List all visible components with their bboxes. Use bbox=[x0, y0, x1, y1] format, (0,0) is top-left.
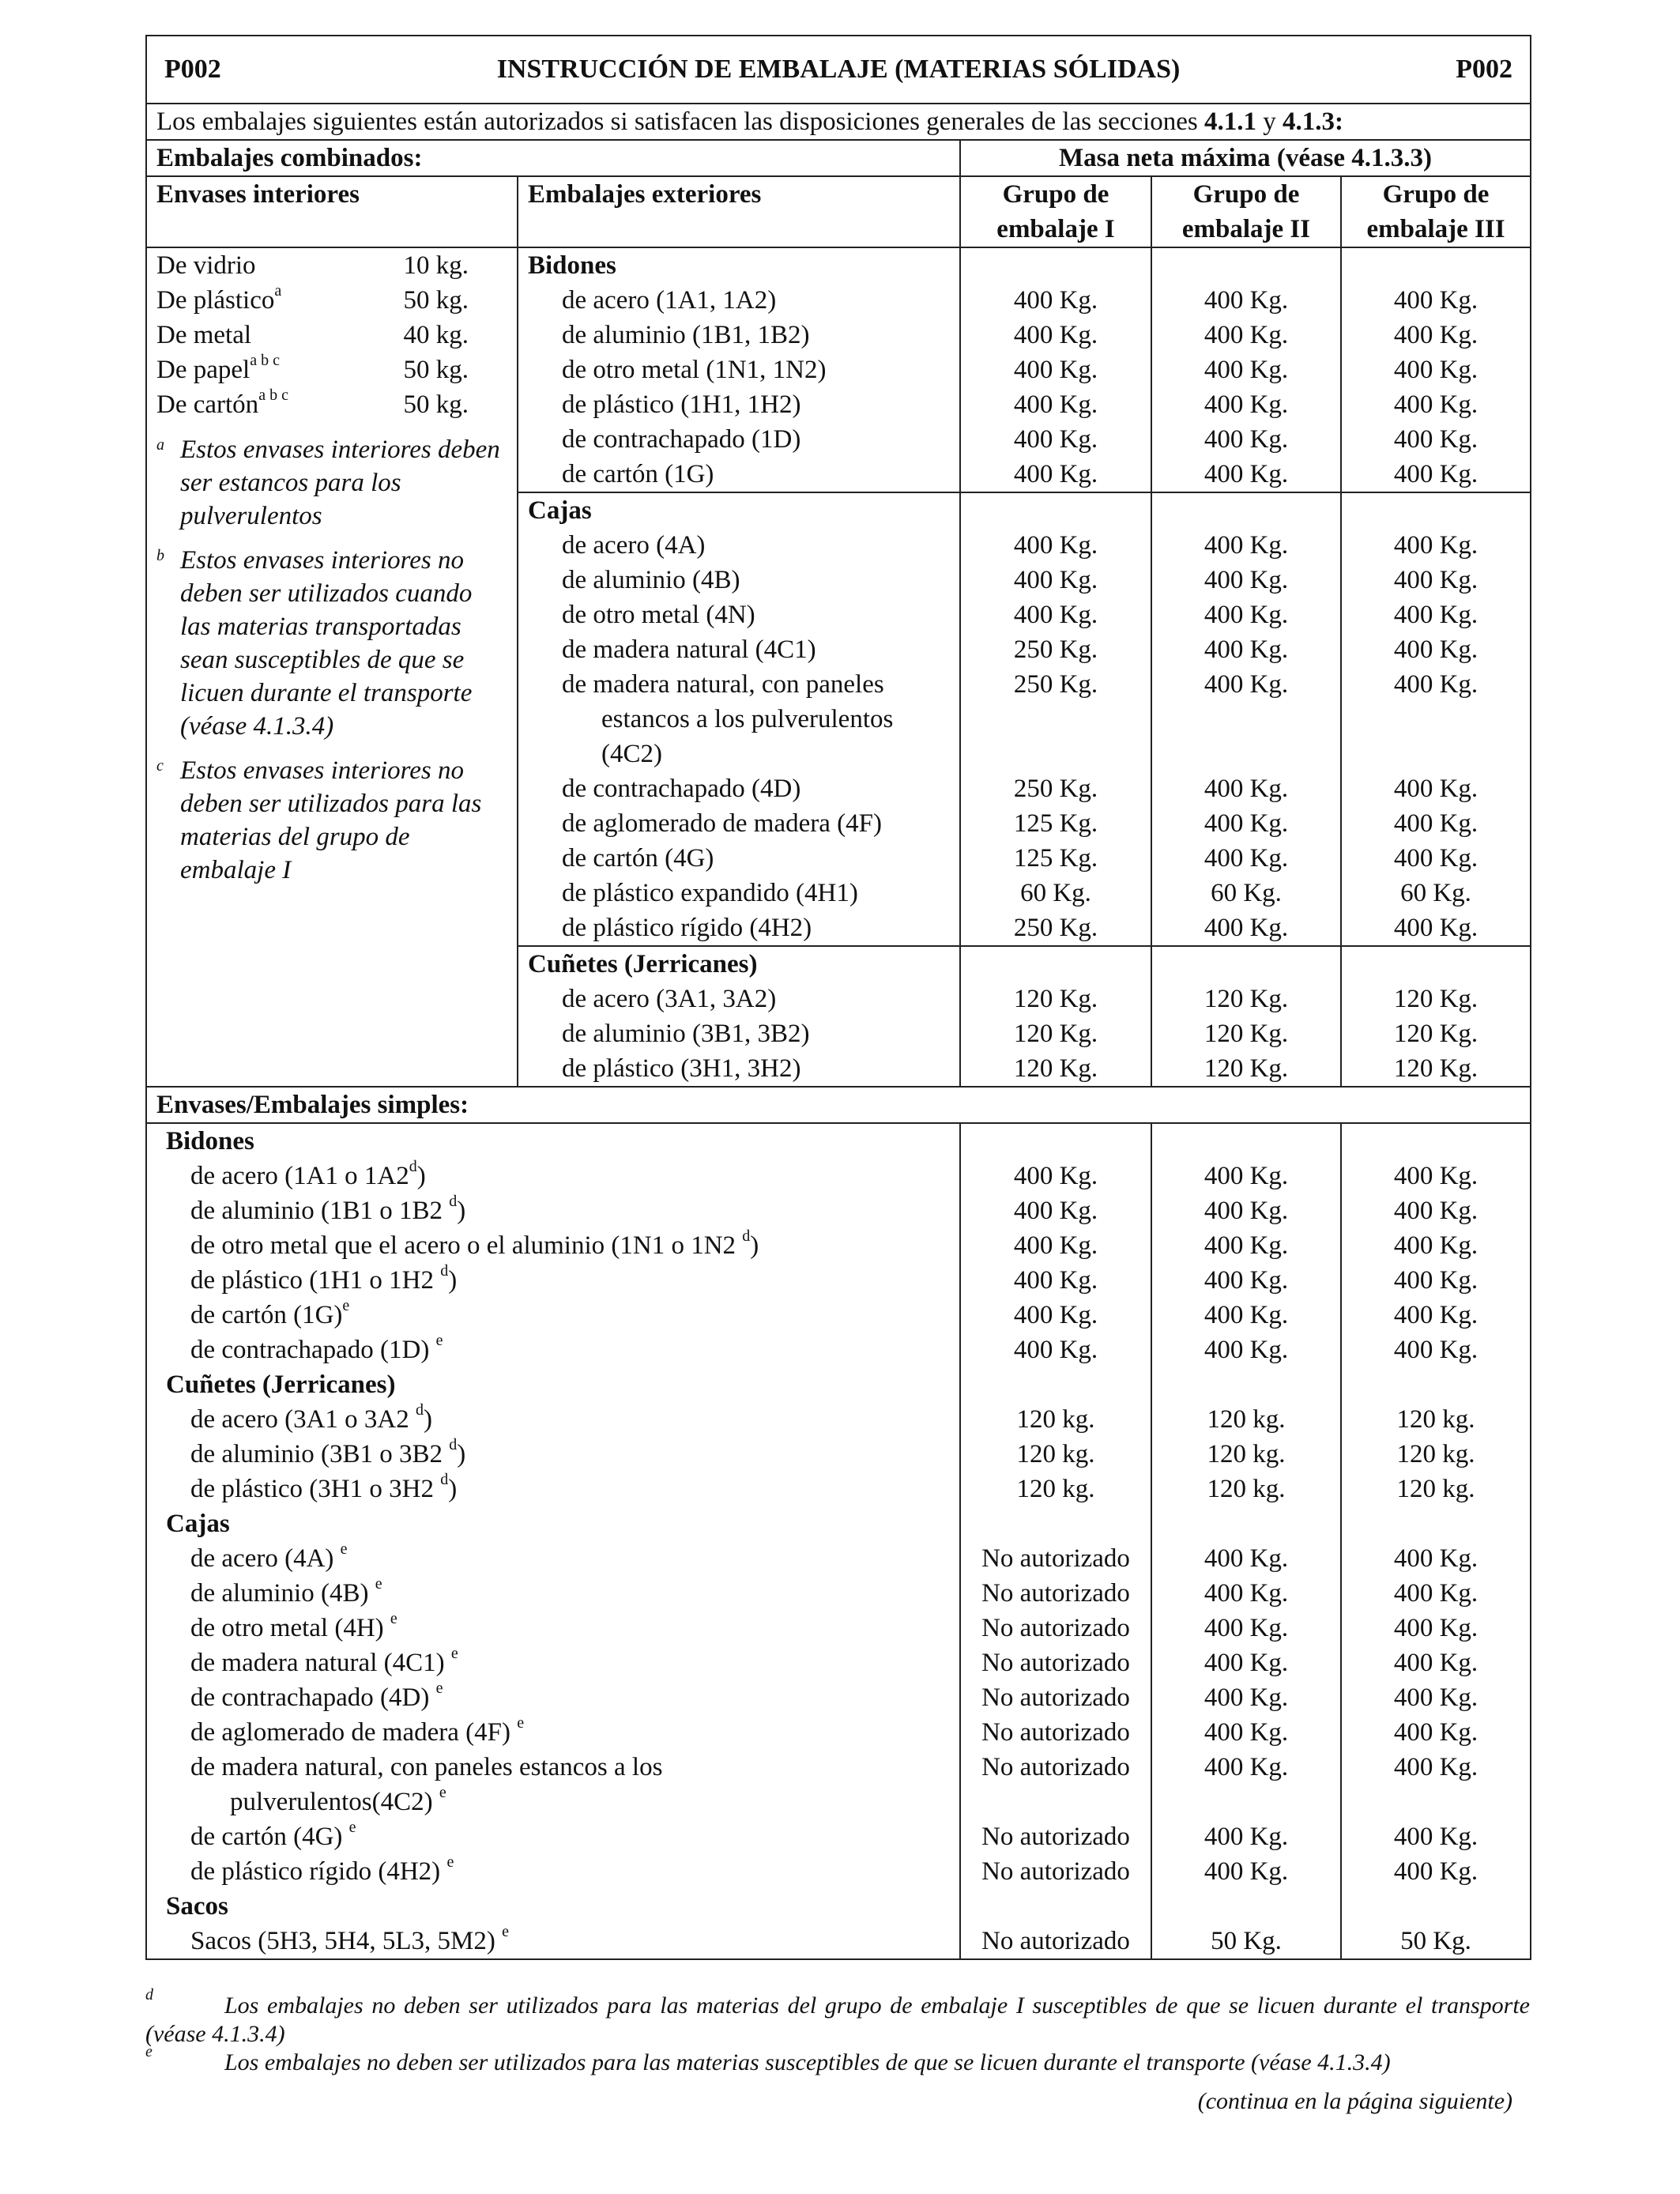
mass-group-1: 400 Kg. bbox=[960, 457, 1151, 492]
outer-packaging-label: de aglomerado de madera (4F) bbox=[518, 806, 960, 841]
inner-packaging-mass: 50 kg. bbox=[403, 390, 469, 419]
mass-group-3: 120 kg. bbox=[1341, 1437, 1531, 1472]
footnote-ref: e bbox=[348, 1819, 356, 1836]
mass-group-2: 400 Kg. bbox=[1151, 1159, 1341, 1193]
single-group-title: Cajas bbox=[146, 1506, 960, 1541]
footnote-ref: e bbox=[502, 1923, 510, 1940]
mass-group-3: 400 Kg. bbox=[1341, 667, 1531, 771]
single-group-row bbox=[146, 1123, 1531, 1159]
footnote-ref: a b c bbox=[250, 352, 280, 369]
footnote-mark: e bbox=[145, 2043, 153, 2060]
mass-group-3: 120 Kg. bbox=[1341, 1016, 1531, 1051]
mass-group-3: 400 Kg. bbox=[1341, 771, 1531, 806]
inner-note bbox=[156, 433, 507, 533]
mass-group-2: 400 Kg. bbox=[1151, 318, 1341, 352]
mass-group-3: 120 kg. bbox=[1341, 1402, 1531, 1437]
mass-group-2: 120 Kg. bbox=[1151, 1016, 1341, 1051]
mass-group-1: 400 Kg. bbox=[960, 563, 1151, 598]
mass-group-3: 400 Kg. bbox=[1341, 457, 1531, 492]
footnote-ref: e bbox=[517, 1714, 525, 1732]
inner-note-text: Estos envases interiores no deben ser utilizados cuando las materias transportadas sean susceptibles de que se licuen durante el transporte (véase 4.1.3.4) bbox=[180, 546, 473, 741]
outer-packaging-label: de cartón (1G) bbox=[518, 457, 960, 492]
mass-group-3: 400 Kg. bbox=[1341, 1819, 1531, 1854]
mass-group-1: No autorizado bbox=[960, 1576, 1151, 1611]
outer-packaging-label: de aluminio (4B) bbox=[518, 563, 960, 598]
mass-group-1: 400 Kg. bbox=[960, 598, 1151, 632]
mass-group-2: 400 Kg. bbox=[1151, 1715, 1341, 1750]
mass-group-3: 400 Kg. bbox=[1341, 563, 1531, 598]
mass-group-1: 400 Kg. bbox=[960, 283, 1151, 318]
single-packaging-label: de contrachapado (4D) $^e$ bbox=[146, 1680, 960, 1715]
mass-group-3: 120 Kg. bbox=[1341, 1051, 1531, 1087]
footnote-ref: e bbox=[439, 1784, 446, 1801]
footnote-ref: a bbox=[274, 282, 282, 300]
combined-label-row bbox=[146, 140, 1531, 176]
mass-group-2: 400 Kg. bbox=[1151, 1611, 1341, 1646]
single-item-row bbox=[146, 1646, 1531, 1680]
mass-group-1: 400 Kg. bbox=[960, 352, 1151, 387]
inner-note bbox=[156, 544, 507, 743]
single-item-row bbox=[146, 1854, 1531, 1889]
inner-packaging-name: De cartón bbox=[156, 390, 259, 419]
single-label: Envases/Embalajes simples: bbox=[146, 1087, 1531, 1123]
footnote-ref: e bbox=[342, 1297, 350, 1314]
mass-group-2: 400 Kg. bbox=[1151, 457, 1341, 492]
mass-group-3: 400 Kg. bbox=[1341, 1750, 1531, 1819]
mass-group-3: 400 Kg. bbox=[1341, 1159, 1531, 1193]
mass-group-2: 400 Kg. bbox=[1151, 841, 1341, 876]
col-group2-header: Grupo de embalaje II bbox=[1151, 176, 1341, 247]
single-packaging-label: de madera natural (4C1) $^e$ bbox=[146, 1646, 960, 1680]
footnote-ref: d bbox=[440, 1262, 449, 1280]
packing-instruction-table bbox=[145, 35, 1531, 1960]
single-packaging-label: de cartón $(1G)^e$ bbox=[146, 1298, 960, 1333]
mass-group-1: 250 Kg. bbox=[960, 771, 1151, 806]
inner-packaging-mass: 40 kg. bbox=[403, 321, 469, 349]
mass-group-1: 400 Kg. bbox=[960, 422, 1151, 457]
inner-packaging-mass: 10 kg. bbox=[403, 251, 469, 280]
mass-group-1: No autorizado bbox=[960, 1541, 1151, 1576]
inner-note-mark: b bbox=[156, 547, 164, 564]
inner-packaging-item bbox=[156, 283, 469, 318]
single-item-row bbox=[146, 1159, 1531, 1193]
single-item-row bbox=[146, 1228, 1531, 1263]
mass-group-1: 120 kg. bbox=[960, 1472, 1151, 1506]
outer-packaging-label: de otro metal (1N1, 1N2) bbox=[518, 352, 960, 387]
single-item-row bbox=[146, 1193, 1531, 1228]
single-item-row bbox=[146, 1750, 1531, 1819]
inner-packagings-cell bbox=[146, 247, 518, 1087]
mass-group-1: No autorizado bbox=[960, 1750, 1151, 1819]
single-item-row bbox=[146, 1472, 1531, 1506]
page-title: INSTRUCCIÓN DE EMBALAJE (MATERIAS SÓLIDAS) bbox=[496, 55, 1181, 84]
outer-packaging-label: de otro metal (4N) bbox=[518, 598, 960, 632]
mass-group-3: 400 Kg. bbox=[1341, 1333, 1531, 1367]
single-item-row bbox=[146, 1611, 1531, 1646]
single-packaging-label: de acero (1A1 o 1A2$^d$) bbox=[146, 1159, 960, 1193]
outer-packaging-label: de aluminio (3B1, 3B2) bbox=[518, 1016, 960, 1051]
footnote-ref: e bbox=[435, 1679, 443, 1697]
mass-group-1: 400 Kg. bbox=[960, 387, 1151, 422]
mass-group-1: No autorizado bbox=[960, 1819, 1151, 1854]
mass-group-1: No autorizado bbox=[960, 1680, 1151, 1715]
mass-group-2: 400 Kg. bbox=[1151, 283, 1341, 318]
mass-group-2: 400 Kg. bbox=[1151, 1228, 1341, 1263]
single-packaging-label: de cartón (4G) $^e$ bbox=[146, 1819, 960, 1854]
mass-group-1: No autorizado bbox=[960, 1715, 1151, 1750]
single-packaging-label: de otro metal (4H) $^e$ bbox=[146, 1611, 960, 1646]
single-packaging-label: de aluminio (3B1 o 3B2 $^d$) bbox=[146, 1437, 960, 1472]
single-packaging-label: de plástico (1H1 o 1H2 $^d$) bbox=[146, 1263, 960, 1298]
mass-group-1: 400 Kg. bbox=[960, 1159, 1151, 1193]
inner-note-mark: a bbox=[156, 436, 164, 454]
footnote bbox=[145, 2043, 1530, 2077]
mass-group-2: 400 Kg. bbox=[1151, 632, 1341, 667]
mass-group-2: 120 kg. bbox=[1151, 1472, 1341, 1506]
footnote-ref: e bbox=[435, 1332, 443, 1349]
mass-group-3: 400 Kg. bbox=[1341, 528, 1531, 563]
mass-group-1: 400 Kg. bbox=[960, 1193, 1151, 1228]
footnote-ref: e bbox=[340, 1540, 348, 1558]
mass-group-2: 400 Kg. bbox=[1151, 598, 1341, 632]
mass-group-2: 400 Kg. bbox=[1151, 1819, 1341, 1854]
outer-packaging-label: de plástico (3H1, 3H2) bbox=[518, 1051, 960, 1087]
outer-group-title: Cuñetes (Jerricanes) bbox=[518, 946, 960, 982]
single-group-row bbox=[146, 1367, 1531, 1402]
footnote-ref: e bbox=[446, 1853, 454, 1871]
mass-group-3: 400 Kg. bbox=[1341, 1715, 1531, 1750]
mass-group-3: 60 Kg. bbox=[1341, 876, 1531, 910]
mass-group-1: 400 Kg. bbox=[960, 1228, 1151, 1263]
mass-group-2: 400 Kg. bbox=[1151, 667, 1341, 771]
footnote-text: Los embalajes no deben ser utilizados para las materias del grupo de embalaje I susceptibles de que se licuen durante el transporte (véase 4.1.3.4) bbox=[145, 1992, 1530, 2047]
mass-group-1: 120 kg. bbox=[960, 1437, 1151, 1472]
single-item-row bbox=[146, 1333, 1531, 1367]
mass-group-3: 400 Kg. bbox=[1341, 352, 1531, 387]
footnote-ref: d bbox=[742, 1227, 751, 1245]
footnote-ref: e bbox=[390, 1610, 397, 1627]
mass-group-1: 400 Kg. bbox=[960, 1333, 1151, 1367]
mass-group-3: 400 Kg. bbox=[1341, 1611, 1531, 1646]
single-item-row bbox=[146, 1402, 1531, 1437]
mass-group-2: 400 Kg. bbox=[1151, 1854, 1341, 1889]
mass-group-1: No autorizado bbox=[960, 1924, 1151, 1959]
mass-group-3: 400 Kg. bbox=[1341, 632, 1531, 667]
mass-group-3: 400 Kg. bbox=[1341, 422, 1531, 457]
mass-group-1: 120 kg. bbox=[960, 1402, 1151, 1437]
mass-group-2: 400 Kg. bbox=[1151, 1541, 1341, 1576]
mass-group-3: 120 Kg. bbox=[1341, 982, 1531, 1016]
mass-group-2: 120 kg. bbox=[1151, 1437, 1341, 1472]
mass-group-1: 400 Kg. bbox=[960, 1298, 1151, 1333]
inner-note-text: Estos envases interiores no deben ser utilizados para las materias del grupo de embalaje I bbox=[180, 756, 482, 884]
mass-group-1: 120 Kg. bbox=[960, 1016, 1151, 1051]
mass-group-3: 400 Kg. bbox=[1341, 1298, 1531, 1333]
continued-note: (continua en la página siguiente) bbox=[1197, 2088, 1512, 2114]
mass-group-2: 400 Kg. bbox=[1151, 352, 1341, 387]
mass-group-2: 400 Kg. bbox=[1151, 806, 1341, 841]
inner-note-text: Estos envases interiores deben ser estancos para los pulverulentos bbox=[180, 435, 500, 530]
mass-group-1: No autorizado bbox=[960, 1611, 1151, 1646]
col-group1-header: Grupo de embalaje I bbox=[960, 176, 1151, 247]
single-group-row bbox=[146, 1889, 1531, 1924]
single-item-row bbox=[146, 1437, 1531, 1472]
col-group3-header: Grupo de embalaje III bbox=[1341, 176, 1531, 247]
outer-packaging-label: de madera natural, con paneles estancos a los pulverulentos (4C2) bbox=[518, 667, 960, 771]
mass-group-2: 120 kg. bbox=[1151, 1402, 1341, 1437]
mass-group-3: 400 Kg. bbox=[1341, 1541, 1531, 1576]
mass-group-1: 400 Kg. bbox=[960, 318, 1151, 352]
mass-group-1: 125 Kg. bbox=[960, 841, 1151, 876]
single-item-row bbox=[146, 1819, 1531, 1854]
mass-group-1: 250 Kg. bbox=[960, 910, 1151, 946]
outer-packaging-label: de plástico expandido (4H1) bbox=[518, 876, 960, 910]
outer-packaging-label: de plástico (1H1, 1H2) bbox=[518, 387, 960, 422]
single-item-row bbox=[146, 1680, 1531, 1715]
footnote-ref: d bbox=[409, 1158, 417, 1175]
single-item-row bbox=[146, 1298, 1531, 1333]
column-header-row bbox=[146, 176, 1531, 247]
outer-packaging-label: de acero (3A1, 3A2) bbox=[518, 982, 960, 1016]
outer-group-title: Cajas bbox=[518, 492, 960, 528]
single-group-title: Cuñetes (Jerricanes) bbox=[146, 1367, 960, 1402]
mass-group-3: 400 Kg. bbox=[1341, 1193, 1531, 1228]
single-item-row bbox=[146, 1715, 1531, 1750]
single-group-title: Bidones bbox=[146, 1123, 960, 1159]
footnote-ref: a b c bbox=[258, 386, 288, 404]
outer-packaging-label: de acero (1A1, 1A2) bbox=[518, 283, 960, 318]
inner-note-mark: c bbox=[156, 757, 164, 775]
mass-group-2: 400 Kg. bbox=[1151, 771, 1341, 806]
single-item-row bbox=[146, 1924, 1531, 1959]
single-packaging-label: de otro metal que el acero o el aluminio (1N1 o 1N2 $^d$) bbox=[146, 1228, 960, 1263]
footnote-ref: d bbox=[449, 1436, 458, 1453]
mass-group-3: 400 Kg. bbox=[1341, 841, 1531, 876]
inner-packaging-name: De metal bbox=[156, 321, 252, 349]
mass-group-3: 400 Kg. bbox=[1341, 910, 1531, 946]
mass-group-1: 250 Kg. bbox=[960, 667, 1151, 771]
mass-group-2: 400 Kg. bbox=[1151, 1646, 1341, 1680]
mass-group-3: 400 Kg. bbox=[1341, 1576, 1531, 1611]
outer-packaging-label: de madera natural (4C1) bbox=[518, 632, 960, 667]
mass-group-2: 400 Kg. bbox=[1151, 1193, 1341, 1228]
outer-packaging-label: de cartón (4G) bbox=[518, 841, 960, 876]
inner-packaging-mass: 50 kg. bbox=[403, 286, 469, 315]
mass-group-2: 120 Kg. bbox=[1151, 1051, 1341, 1087]
inner-packaging-name: De papel bbox=[156, 356, 250, 384]
footnote-text: Los embalajes no deben ser utilizados para las materias susceptibles de que se licuen durante el transporte (véase 4.1.3.4) bbox=[224, 2049, 1391, 2075]
intro-text: Los embalajes siguientes están autorizados si satisfacen las disposiciones generales de las secciones 4.1.1 y 4.1.3: bbox=[146, 104, 1531, 140]
mass-group-3: 400 Kg. bbox=[1341, 318, 1531, 352]
mass-group-1: 60 Kg. bbox=[960, 876, 1151, 910]
mass-group-2: 400 Kg. bbox=[1151, 1298, 1341, 1333]
mass-group-2: 400 Kg. bbox=[1151, 1263, 1341, 1298]
mass-group-1: No autorizado bbox=[960, 1854, 1151, 1889]
mass-group-3: 400 Kg. bbox=[1341, 1680, 1531, 1715]
single-packaging-label: de aglomerado de madera (4F) $^e$ bbox=[146, 1715, 960, 1750]
combined-row bbox=[146, 247, 1531, 283]
footnote-mark: d bbox=[145, 1986, 153, 2004]
mass-group-1: 400 Kg. bbox=[960, 528, 1151, 563]
inner-notes bbox=[156, 433, 507, 887]
mass-group-2: 400 Kg. bbox=[1151, 422, 1341, 457]
mass-group-2: 400 Kg. bbox=[1151, 1576, 1341, 1611]
mass-group-3: 120 kg. bbox=[1341, 1472, 1531, 1506]
footnote-ref: d bbox=[415, 1401, 424, 1419]
mass-group-3: 400 Kg. bbox=[1341, 598, 1531, 632]
outer-packaging-label: de aluminio (1B1, 1B2) bbox=[518, 318, 960, 352]
mass-group-2: 60 Kg. bbox=[1151, 876, 1341, 910]
mass-group-1: 120 Kg. bbox=[960, 982, 1151, 1016]
mass-group-1: No autorizado bbox=[960, 1646, 1151, 1680]
footnote-ref: e bbox=[450, 1645, 458, 1662]
mass-group-3: 400 Kg. bbox=[1341, 283, 1531, 318]
outer-packaging-label: de contrachapado (1D) bbox=[518, 422, 960, 457]
mass-group-3: 400 Kg. bbox=[1341, 1263, 1531, 1298]
mass-group-2: 50 Kg. bbox=[1151, 1924, 1341, 1959]
single-packaging-label: de plástico rígido (4H2) $^e$ bbox=[146, 1854, 960, 1889]
mass-group-3: 50 Kg. bbox=[1341, 1924, 1531, 1959]
mass-group-3: 400 Kg. bbox=[1341, 806, 1531, 841]
single-label-row bbox=[146, 1087, 1531, 1123]
footnotes bbox=[145, 1986, 1530, 2077]
single-item-row bbox=[146, 1576, 1531, 1611]
single-packaging-label: de madera natural, con paneles estancos a los pulverulentos(4C2) $^e$ bbox=[146, 1750, 960, 1819]
inner-packaging-name: De vidrio bbox=[156, 251, 256, 280]
mass-group-2: 400 Kg. bbox=[1151, 563, 1341, 598]
mass-group-1: 125 Kg. bbox=[960, 806, 1151, 841]
single-packaging-label: Sacos (5H3, 5H4, 5L3, 5M2) $^e$ bbox=[146, 1924, 960, 1959]
inner-packaging-item bbox=[156, 248, 469, 283]
mass-group-3: 400 Kg. bbox=[1341, 1646, 1531, 1680]
max-mass-label: Masa neta máxima (véase 4.1.3.3) bbox=[960, 140, 1531, 176]
mass-group-2: 400 Kg. bbox=[1151, 528, 1341, 563]
inner-packaging-name: De plástico bbox=[156, 286, 275, 315]
single-packaging-label: de acero (4A) $^e$ bbox=[146, 1541, 960, 1576]
single-packaging-label: de contrachapado (1D) $^e$ bbox=[146, 1333, 960, 1367]
inner-packaging-item bbox=[156, 387, 469, 422]
footnote-ref: e bbox=[375, 1575, 382, 1593]
mass-group-3: 400 Kg. bbox=[1341, 387, 1531, 422]
mass-group-1: 120 Kg. bbox=[960, 1051, 1151, 1087]
single-packaging-label: de aluminio (4B) $^e$ bbox=[146, 1576, 960, 1611]
single-item-row bbox=[146, 1541, 1531, 1576]
outer-group-title: Bidones bbox=[518, 247, 960, 283]
instruction-code-left: P002 bbox=[164, 55, 221, 84]
single-group-title: Sacos bbox=[146, 1889, 960, 1924]
mass-group-2: 400 Kg. bbox=[1151, 1333, 1341, 1367]
mass-group-1: 400 Kg. bbox=[960, 1263, 1151, 1298]
intro-row bbox=[146, 104, 1531, 140]
inner-packaging-item bbox=[156, 318, 469, 352]
single-packaging-label: de acero (3A1 o 3A2 $^d$) bbox=[146, 1402, 960, 1437]
mass-group-2: 400 Kg. bbox=[1151, 1680, 1341, 1715]
single-packaging-label: de plástico (3H1 o 3H2 $^d$) bbox=[146, 1472, 960, 1506]
mass-group-2: 120 Kg. bbox=[1151, 982, 1341, 1016]
outer-packaging-label: de contrachapado (4D) bbox=[518, 771, 960, 806]
inner-note bbox=[156, 754, 507, 887]
mass-group-2: 400 Kg. bbox=[1151, 387, 1341, 422]
single-packaging-label: de aluminio (1B1 o 1B2 $^d$) bbox=[146, 1193, 960, 1228]
title-row bbox=[146, 36, 1531, 104]
mass-group-3: 400 Kg. bbox=[1341, 1854, 1531, 1889]
mass-group-2: 400 Kg. bbox=[1151, 1750, 1341, 1819]
col-inner-header: Envases interiores bbox=[146, 176, 518, 247]
footnote-ref: d bbox=[449, 1193, 458, 1210]
col-outer-header: Embalajes exteriores bbox=[518, 176, 960, 247]
instruction-code-right: P002 bbox=[1456, 55, 1513, 84]
outer-packaging-label: de acero (4A) bbox=[518, 528, 960, 563]
combined-label: Embalajes combinados: bbox=[146, 140, 960, 176]
mass-group-2: 400 Kg. bbox=[1151, 910, 1341, 946]
footnote-ref: d bbox=[440, 1471, 449, 1488]
single-group-row bbox=[146, 1506, 1531, 1541]
single-item-row bbox=[146, 1263, 1531, 1298]
footnote bbox=[145, 1986, 1530, 2049]
mass-group-1: 250 Kg. bbox=[960, 632, 1151, 667]
inner-packaging-item bbox=[156, 352, 469, 387]
outer-packaging-label: de plástico rígido (4H2) bbox=[518, 910, 960, 946]
mass-group-3: 400 Kg. bbox=[1341, 1228, 1531, 1263]
inner-packaging-mass: 50 kg. bbox=[403, 356, 469, 384]
